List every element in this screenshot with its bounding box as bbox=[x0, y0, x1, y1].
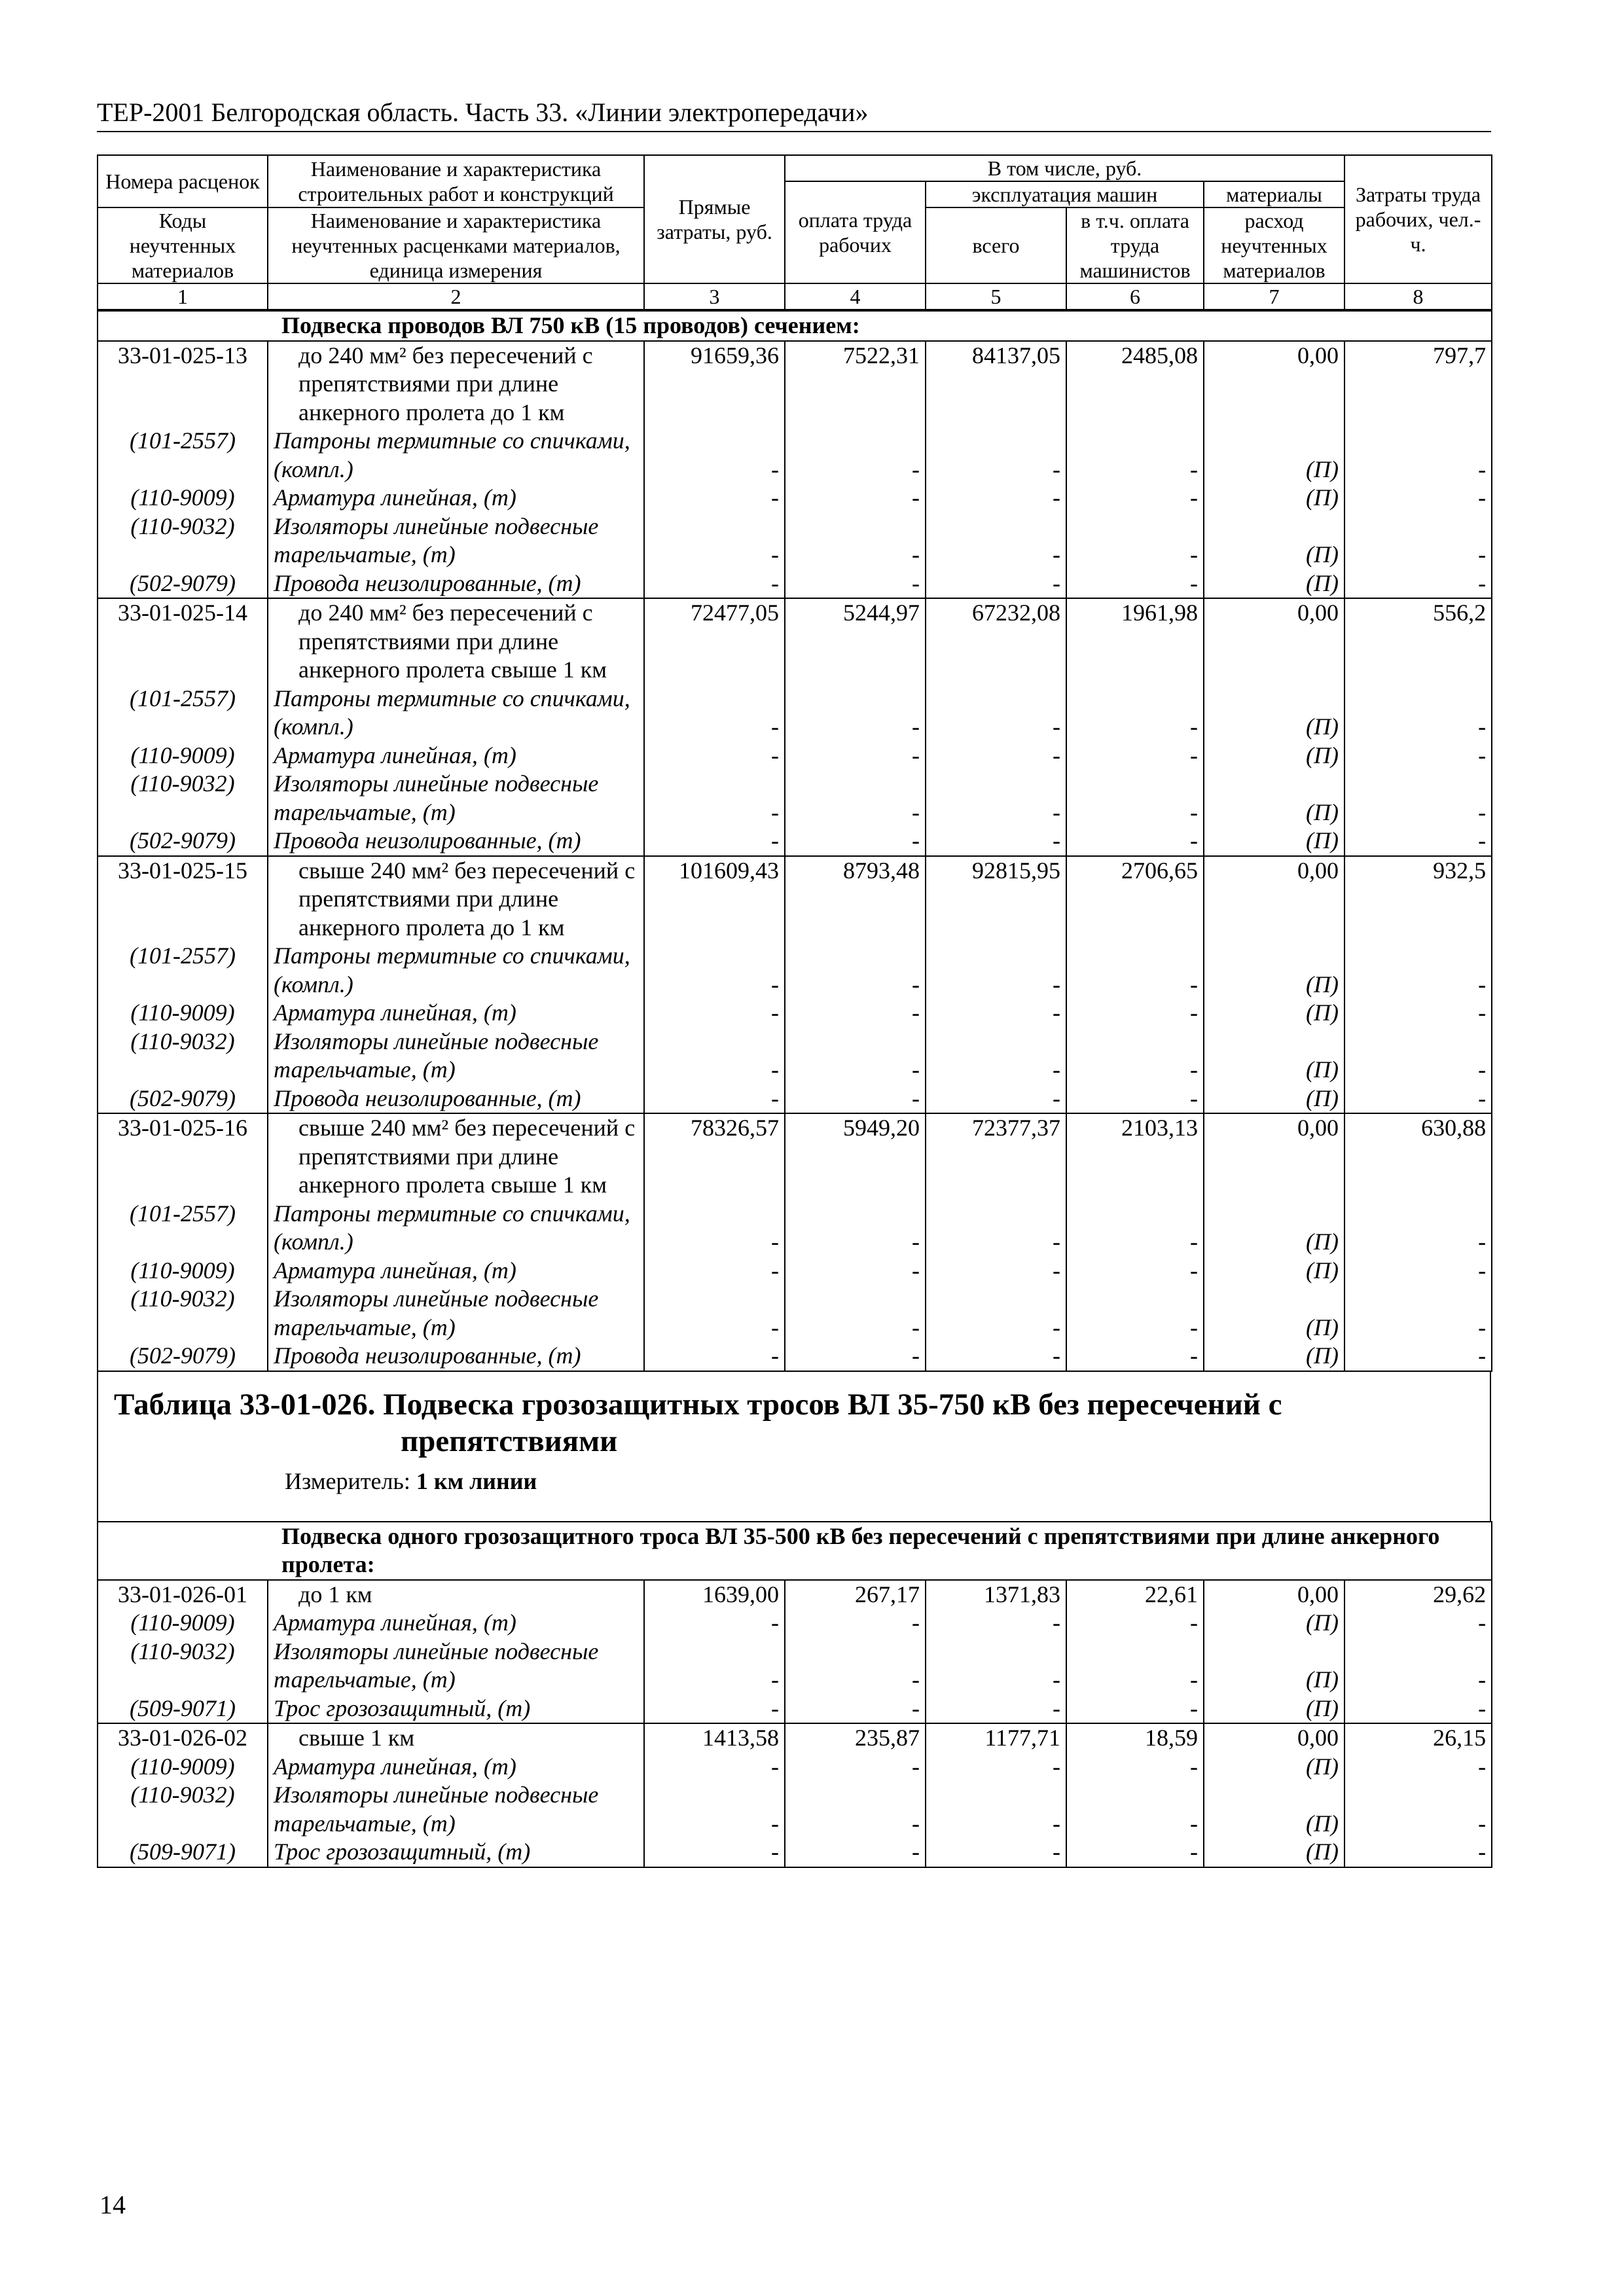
material-value: - bbox=[1066, 1285, 1204, 1342]
material-value: - bbox=[926, 1285, 1066, 1342]
material-value: - bbox=[1066, 770, 1204, 827]
column-number: 1 bbox=[98, 283, 268, 310]
material-code: (110-9032) bbox=[98, 1028, 268, 1085]
material-value: - bbox=[1344, 1753, 1492, 1782]
material-code: (110-9009) bbox=[98, 999, 268, 1028]
material-value: - bbox=[644, 569, 785, 599]
material-value: - bbox=[1066, 1028, 1204, 1085]
page-header: ТЕР-2001 Белгородская область. Часть 33. «Линии электропередачи» bbox=[97, 98, 869, 127]
material-value: - bbox=[644, 827, 785, 856]
material-value: - bbox=[644, 1753, 785, 1782]
material-code: (110-9032) bbox=[98, 512, 268, 569]
material-value: - bbox=[926, 827, 1066, 856]
material-name: Патроны термитные со спичками, (компл.) bbox=[268, 942, 644, 999]
measure-label: Измеритель: bbox=[285, 1467, 410, 1494]
material-name: Арматура линейная, (т) bbox=[268, 1753, 644, 1782]
material-value: - bbox=[644, 1781, 785, 1838]
material-code: (502-9079) bbox=[98, 827, 268, 856]
material-value: - bbox=[1344, 569, 1492, 599]
col7-header: расход неучтенных материалов bbox=[1204, 207, 1344, 283]
rate-name: свыше 1 км bbox=[268, 1723, 644, 1753]
material-consumption: (П) bbox=[1204, 512, 1344, 569]
material-value: - bbox=[1066, 512, 1204, 569]
material-name: Провода неизолированные, (т) bbox=[268, 1342, 644, 1371]
rate-name: свыше 240 мм² без пересечений с препятствиями при длине анкерного пролета свыше 1 км bbox=[268, 1113, 644, 1200]
material-consumption: (П) bbox=[1204, 427, 1344, 484]
material-value: - bbox=[785, 1753, 926, 1782]
material-value: - bbox=[1066, 1753, 1204, 1782]
material-row bbox=[98, 1753, 1492, 1782]
machines-total: 72377,37 bbox=[926, 1113, 1066, 1200]
material-value: - bbox=[926, 484, 1066, 512]
material-value: - bbox=[1066, 569, 1204, 599]
material-value: - bbox=[644, 742, 785, 770]
machines-total: 84137,05 bbox=[926, 341, 1066, 427]
material-name: Арматура линейная, (т) bbox=[268, 742, 644, 770]
col1-bottom-header: Коды неучтенных материалов bbox=[98, 207, 268, 283]
col6-header: в т.ч. оплата труда машинистов bbox=[1066, 207, 1204, 283]
material-code: (502-9079) bbox=[98, 1342, 268, 1371]
material-consumption: (П) bbox=[1204, 1753, 1344, 1782]
material-value: - bbox=[1344, 1638, 1492, 1695]
material-value: - bbox=[785, 1838, 926, 1867]
col5-header: всего bbox=[926, 207, 1066, 283]
material-consumption: (П) bbox=[1204, 827, 1344, 856]
material-consumption: (П) bbox=[1204, 1838, 1344, 1867]
material-name: Патроны термитные со спичками, (компл.) bbox=[268, 685, 644, 742]
material-value: - bbox=[926, 1200, 1066, 1257]
material-name: Изоляторы линейные подвесные тарельчатые, (т) bbox=[268, 1781, 644, 1838]
material-name: Изоляторы линейные подвесные тарельчатые, (т) bbox=[268, 1638, 644, 1695]
material-value: - bbox=[644, 1085, 785, 1114]
rate-row bbox=[98, 341, 1492, 427]
material-value: - bbox=[644, 1257, 785, 1285]
labor-hours: 932,5 bbox=[1344, 856, 1492, 942]
material-value: - bbox=[785, 1609, 926, 1638]
rate-name: до 240 мм² без пересечений с препятствиями при длине анкерного пролета свыше 1 км bbox=[268, 598, 644, 685]
section2-title: Подвеска одного грозозащитного троса ВЛ 35-500 кВ без пересечений с препятствиями при длине анкерного пролета: bbox=[98, 1522, 1492, 1580]
material-value: - bbox=[1344, 770, 1492, 827]
material-value: - bbox=[785, 1257, 926, 1285]
material-value: - bbox=[1344, 1085, 1492, 1114]
material-consumption: (П) bbox=[1204, 484, 1344, 512]
material-consumption: (П) bbox=[1204, 1257, 1344, 1285]
material-value: - bbox=[1066, 1838, 1204, 1867]
material-row bbox=[98, 685, 1492, 742]
material-value: - bbox=[926, 1085, 1066, 1114]
material-name: Арматура линейная, (т) bbox=[268, 1609, 644, 1638]
materials-cost: 0,00 bbox=[1204, 1723, 1344, 1753]
rate-row bbox=[98, 1113, 1492, 1200]
material-name: Арматура линейная, (т) bbox=[268, 999, 644, 1028]
col2-top-header: Наименование и характеристика строительных работ и конструкций bbox=[268, 155, 644, 207]
material-row bbox=[98, 1285, 1492, 1342]
material-value: - bbox=[926, 427, 1066, 484]
material-value: - bbox=[785, 484, 926, 512]
material-value: - bbox=[926, 1609, 1066, 1638]
labor-cost: 267,17 bbox=[785, 1580, 926, 1609]
material-row bbox=[98, 942, 1492, 999]
material-value: - bbox=[926, 1342, 1066, 1371]
machines-total: 1371,83 bbox=[926, 1580, 1066, 1609]
rate-row bbox=[98, 598, 1492, 685]
material-code: (110-9009) bbox=[98, 1257, 268, 1285]
col2-bottom-header: Наименование и характеристика неучтенных расценками материалов, единица измерения bbox=[268, 207, 644, 283]
material-row bbox=[98, 1638, 1492, 1695]
material-value: - bbox=[1066, 484, 1204, 512]
material-row bbox=[98, 827, 1492, 856]
material-value: - bbox=[644, 1200, 785, 1257]
material-code: (110-9009) bbox=[98, 1753, 268, 1782]
material-row bbox=[98, 1028, 1492, 1085]
table2-title-line2: препятствиями bbox=[401, 1424, 618, 1458]
material-value: - bbox=[1344, 1838, 1492, 1867]
material-row bbox=[98, 427, 1492, 484]
direct-cost: 1413,58 bbox=[644, 1723, 785, 1753]
material-value: - bbox=[926, 742, 1066, 770]
material-value: - bbox=[926, 1257, 1066, 1285]
material-name: Трос грозозащитный, (т) bbox=[268, 1838, 644, 1867]
material-value: - bbox=[644, 1695, 785, 1724]
direct-cost: 72477,05 bbox=[644, 598, 785, 685]
material-value: - bbox=[644, 1028, 785, 1085]
material-row bbox=[98, 1838, 1492, 1867]
material-code: (502-9079) bbox=[98, 569, 268, 599]
material-value: - bbox=[926, 999, 1066, 1028]
material-name: Арматура линейная, (т) bbox=[268, 484, 644, 512]
column-number: 8 bbox=[1344, 283, 1492, 310]
material-consumption: (П) bbox=[1204, 1609, 1344, 1638]
material-value: - bbox=[926, 1753, 1066, 1782]
material-row bbox=[98, 1609, 1492, 1638]
section2-table bbox=[97, 1521, 1492, 1868]
material-value: - bbox=[926, 512, 1066, 569]
material-value: - bbox=[644, 1609, 785, 1638]
material-value: - bbox=[785, 512, 926, 569]
machines-labor: 1961,98 bbox=[1066, 598, 1204, 685]
material-value: - bbox=[1344, 1342, 1492, 1371]
labor-cost: 7522,31 bbox=[785, 341, 926, 427]
material-value: - bbox=[1066, 1257, 1204, 1285]
material-code: (101-2557) bbox=[98, 942, 268, 999]
material-row bbox=[98, 1342, 1492, 1371]
material-row bbox=[98, 1257, 1492, 1285]
material-name: Провода неизолированные, (т) bbox=[268, 1085, 644, 1114]
material-value: - bbox=[1344, 1285, 1492, 1342]
material-value: - bbox=[1066, 742, 1204, 770]
rate-row bbox=[98, 1723, 1492, 1753]
material-value: - bbox=[1066, 1638, 1204, 1695]
material-row bbox=[98, 1085, 1492, 1114]
material-value: - bbox=[1344, 685, 1492, 742]
material-value: - bbox=[785, 1695, 926, 1724]
section1-table bbox=[97, 310, 1492, 1372]
col3-header: Прямые затраты, руб. bbox=[644, 155, 785, 283]
rate-name: до 240 мм² без пересечений с препятствиями при длине анкерного пролета до 1 км bbox=[268, 341, 644, 427]
rate-code: 33-01-026-01 bbox=[98, 1580, 268, 1609]
material-row bbox=[98, 512, 1492, 569]
section1-title: Подвеска проводов ВЛ 750 кВ (15 проводов) сечением: bbox=[98, 311, 1492, 341]
column-number: 3 bbox=[644, 283, 785, 310]
material-consumption: (П) bbox=[1204, 1085, 1344, 1114]
material-consumption: (П) bbox=[1204, 1285, 1344, 1342]
materials-header: материалы bbox=[1204, 181, 1344, 207]
material-value: - bbox=[1066, 1342, 1204, 1371]
material-value: - bbox=[1344, 742, 1492, 770]
material-value: - bbox=[926, 942, 1066, 999]
machines-labor: 18,59 bbox=[1066, 1723, 1204, 1753]
material-value: - bbox=[644, 685, 785, 742]
labor-cost: 5949,20 bbox=[785, 1113, 926, 1200]
machines-total: 1177,71 bbox=[926, 1723, 1066, 1753]
material-value: - bbox=[785, 1028, 926, 1085]
material-name: Провода неизолированные, (т) bbox=[268, 569, 644, 599]
material-value: - bbox=[785, 942, 926, 999]
page-number: 14 bbox=[99, 2190, 126, 2219]
material-value: - bbox=[644, 770, 785, 827]
machines-labor: 22,61 bbox=[1066, 1580, 1204, 1609]
material-value: - bbox=[1066, 1200, 1204, 1257]
material-value: - bbox=[1066, 427, 1204, 484]
material-name: Изоляторы линейные подвесные тарельчатые, (т) bbox=[268, 1285, 644, 1342]
material-value: - bbox=[785, 1781, 926, 1838]
material-row bbox=[98, 742, 1492, 770]
material-name: Патроны термитные со спичками, (компл.) bbox=[268, 427, 644, 484]
labor-hours: 26,15 bbox=[1344, 1723, 1492, 1753]
machines-labor: 2706,65 bbox=[1066, 856, 1204, 942]
table-header bbox=[97, 154, 1492, 310]
material-consumption: (П) bbox=[1204, 770, 1344, 827]
material-value: - bbox=[785, 1285, 926, 1342]
material-value: - bbox=[785, 1085, 926, 1114]
material-code: (110-9032) bbox=[98, 1781, 268, 1838]
material-value: - bbox=[1066, 999, 1204, 1028]
materials-cost: 0,00 bbox=[1204, 598, 1344, 685]
material-code: (509-9071) bbox=[98, 1695, 268, 1724]
materials-cost: 0,00 bbox=[1204, 1580, 1344, 1609]
material-value: - bbox=[644, 1342, 785, 1371]
machines-total: 92815,95 bbox=[926, 856, 1066, 942]
material-name: Трос грозозащитный, (т) bbox=[268, 1695, 644, 1724]
material-name: Изоляторы линейные подвесные тарельчатые, (т) bbox=[268, 1028, 644, 1085]
labor-hours: 630,88 bbox=[1344, 1113, 1492, 1200]
material-value: - bbox=[785, 685, 926, 742]
material-name: Патроны термитные со спичками, (компл.) bbox=[268, 1200, 644, 1257]
price-table-frame bbox=[97, 154, 1491, 1868]
material-value: - bbox=[1066, 1609, 1204, 1638]
machines-labor: 2103,13 bbox=[1066, 1113, 1204, 1200]
material-value: - bbox=[1066, 1781, 1204, 1838]
material-code: (101-2557) bbox=[98, 1200, 268, 1257]
material-value: - bbox=[1066, 827, 1204, 856]
material-code: (110-9009) bbox=[98, 484, 268, 512]
column-number: 4 bbox=[785, 283, 926, 310]
material-value: - bbox=[926, 770, 1066, 827]
column-number: 5 bbox=[926, 283, 1066, 310]
material-value: - bbox=[785, 999, 926, 1028]
measure-line bbox=[285, 1467, 537, 1495]
material-consumption: (П) bbox=[1204, 1781, 1344, 1838]
machines-header: эксплуатация машин bbox=[926, 181, 1204, 207]
rate-name: свыше 240 мм² без пересечений с препятствиями при длине анкерного пролета до 1 км bbox=[268, 856, 644, 942]
material-name: Арматура линейная, (т) bbox=[268, 1257, 644, 1285]
material-value: - bbox=[1344, 827, 1492, 856]
material-value: - bbox=[926, 1838, 1066, 1867]
material-consumption: (П) bbox=[1204, 685, 1344, 742]
material-row bbox=[98, 1695, 1492, 1724]
material-value: - bbox=[644, 999, 785, 1028]
material-value: - bbox=[644, 1285, 785, 1342]
material-value: - bbox=[644, 427, 785, 484]
column-numbers-row bbox=[98, 283, 1492, 310]
material-row bbox=[98, 999, 1492, 1028]
material-value: - bbox=[644, 942, 785, 999]
material-value: - bbox=[926, 569, 1066, 599]
labor-hours: 797,7 bbox=[1344, 341, 1492, 427]
rate-code: 33-01-026-02 bbox=[98, 1723, 268, 1753]
material-consumption: (П) bbox=[1204, 942, 1344, 999]
rate-code: 33-01-025-13 bbox=[98, 341, 268, 427]
material-code: (110-9009) bbox=[98, 1609, 268, 1638]
material-row bbox=[98, 1200, 1492, 1257]
material-value: - bbox=[1344, 512, 1492, 569]
material-row bbox=[98, 484, 1492, 512]
material-value: - bbox=[1066, 1085, 1204, 1114]
material-name: Изоляторы линейные подвесные тарельчатые, (т) bbox=[268, 770, 644, 827]
material-name: Провода неизолированные, (т) bbox=[268, 827, 644, 856]
material-value: - bbox=[785, 1638, 926, 1695]
material-value: - bbox=[1066, 942, 1204, 999]
material-row bbox=[98, 569, 1492, 599]
material-value: - bbox=[644, 512, 785, 569]
table2-title-line1: Таблица 33-01-026. Подвеска грозозащитных тросов ВЛ 35-750 кВ без пересечений с bbox=[114, 1387, 1282, 1422]
material-code: (110-9032) bbox=[98, 1285, 268, 1342]
rate-row bbox=[98, 1580, 1492, 1609]
section1-title-row bbox=[98, 311, 1492, 341]
materials-cost: 0,00 bbox=[1204, 856, 1344, 942]
materials-cost: 0,00 bbox=[1204, 1113, 1344, 1200]
col8-header: Затраты труда рабочих, чел.-ч. bbox=[1344, 155, 1492, 283]
material-value: - bbox=[785, 770, 926, 827]
material-value: - bbox=[1066, 1695, 1204, 1724]
labor-cost: 235,87 bbox=[785, 1723, 926, 1753]
material-code: (101-2557) bbox=[98, 427, 268, 484]
material-value: - bbox=[1344, 1028, 1492, 1085]
material-value: - bbox=[1344, 1200, 1492, 1257]
direct-cost: 91659,36 bbox=[644, 341, 785, 427]
material-name: Изоляторы линейные подвесные тарельчатые, (т) bbox=[268, 512, 644, 569]
labor-hours: 29,62 bbox=[1344, 1580, 1492, 1609]
material-code: (110-9032) bbox=[98, 1638, 268, 1695]
material-consumption: (П) bbox=[1204, 1342, 1344, 1371]
rate-code: 33-01-025-16 bbox=[98, 1113, 268, 1200]
material-value: - bbox=[644, 1838, 785, 1867]
group-header: В том числе, руб. bbox=[785, 155, 1344, 181]
header-rule bbox=[97, 131, 1491, 132]
material-value: - bbox=[644, 1638, 785, 1695]
column-number: 7 bbox=[1204, 283, 1344, 310]
rate-code: 33-01-025-14 bbox=[98, 598, 268, 685]
column-number: 2 bbox=[268, 283, 644, 310]
material-code: (110-9009) bbox=[98, 742, 268, 770]
direct-cost: 1639,00 bbox=[644, 1580, 785, 1609]
material-value: - bbox=[1066, 685, 1204, 742]
labor-cost: 5244,97 bbox=[785, 598, 926, 685]
direct-cost: 78326,57 bbox=[644, 1113, 785, 1200]
material-consumption: (П) bbox=[1204, 1695, 1344, 1724]
labor-cost: 8793,48 bbox=[785, 856, 926, 942]
material-value: - bbox=[785, 1200, 926, 1257]
column-number: 6 bbox=[1066, 283, 1204, 310]
material-consumption: (П) bbox=[1204, 742, 1344, 770]
direct-cost: 101609,43 bbox=[644, 856, 785, 942]
labor-hours: 556,2 bbox=[1344, 598, 1492, 685]
material-code: (110-9032) bbox=[98, 770, 268, 827]
material-code: (509-9071) bbox=[98, 1838, 268, 1867]
material-value: - bbox=[1344, 999, 1492, 1028]
material-value: - bbox=[1344, 484, 1492, 512]
material-consumption: (П) bbox=[1204, 1638, 1344, 1695]
machines-total: 67232,08 bbox=[926, 598, 1066, 685]
material-row bbox=[98, 770, 1492, 827]
material-code: (101-2557) bbox=[98, 685, 268, 742]
measure-value: 1 км линии bbox=[416, 1467, 537, 1494]
material-value: - bbox=[1344, 427, 1492, 484]
material-value: - bbox=[785, 827, 926, 856]
table2-title bbox=[114, 1386, 1469, 1460]
material-value: - bbox=[926, 1638, 1066, 1695]
material-value: - bbox=[785, 1342, 926, 1371]
material-value: - bbox=[1344, 1781, 1492, 1838]
table2-title-block bbox=[97, 1372, 1491, 1521]
material-value: - bbox=[926, 1781, 1066, 1838]
col1-top-header: Номера расценок bbox=[98, 155, 268, 207]
material-code: (502-9079) bbox=[98, 1085, 268, 1114]
section2-title-row bbox=[98, 1522, 1492, 1580]
machines-labor: 2485,08 bbox=[1066, 341, 1204, 427]
material-row bbox=[98, 1781, 1492, 1838]
col4-header: оплата труда рабочих bbox=[785, 181, 926, 283]
material-consumption: (П) bbox=[1204, 1200, 1344, 1257]
rate-row bbox=[98, 856, 1492, 942]
material-value: - bbox=[785, 427, 926, 484]
material-consumption: (П) bbox=[1204, 999, 1344, 1028]
material-value: - bbox=[785, 742, 926, 770]
rate-name: до 1 км bbox=[268, 1580, 644, 1609]
rate-code: 33-01-025-15 bbox=[98, 856, 268, 942]
material-value: - bbox=[1344, 1609, 1492, 1638]
material-value: - bbox=[1344, 1257, 1492, 1285]
material-value: - bbox=[926, 685, 1066, 742]
material-consumption: (П) bbox=[1204, 569, 1344, 599]
material-value: - bbox=[926, 1028, 1066, 1085]
material-value: - bbox=[785, 569, 926, 599]
material-value: - bbox=[1344, 942, 1492, 999]
materials-cost: 0,00 bbox=[1204, 341, 1344, 427]
material-consumption: (П) bbox=[1204, 1028, 1344, 1085]
material-value: - bbox=[644, 484, 785, 512]
material-value: - bbox=[926, 1695, 1066, 1724]
material-value: - bbox=[1344, 1695, 1492, 1724]
